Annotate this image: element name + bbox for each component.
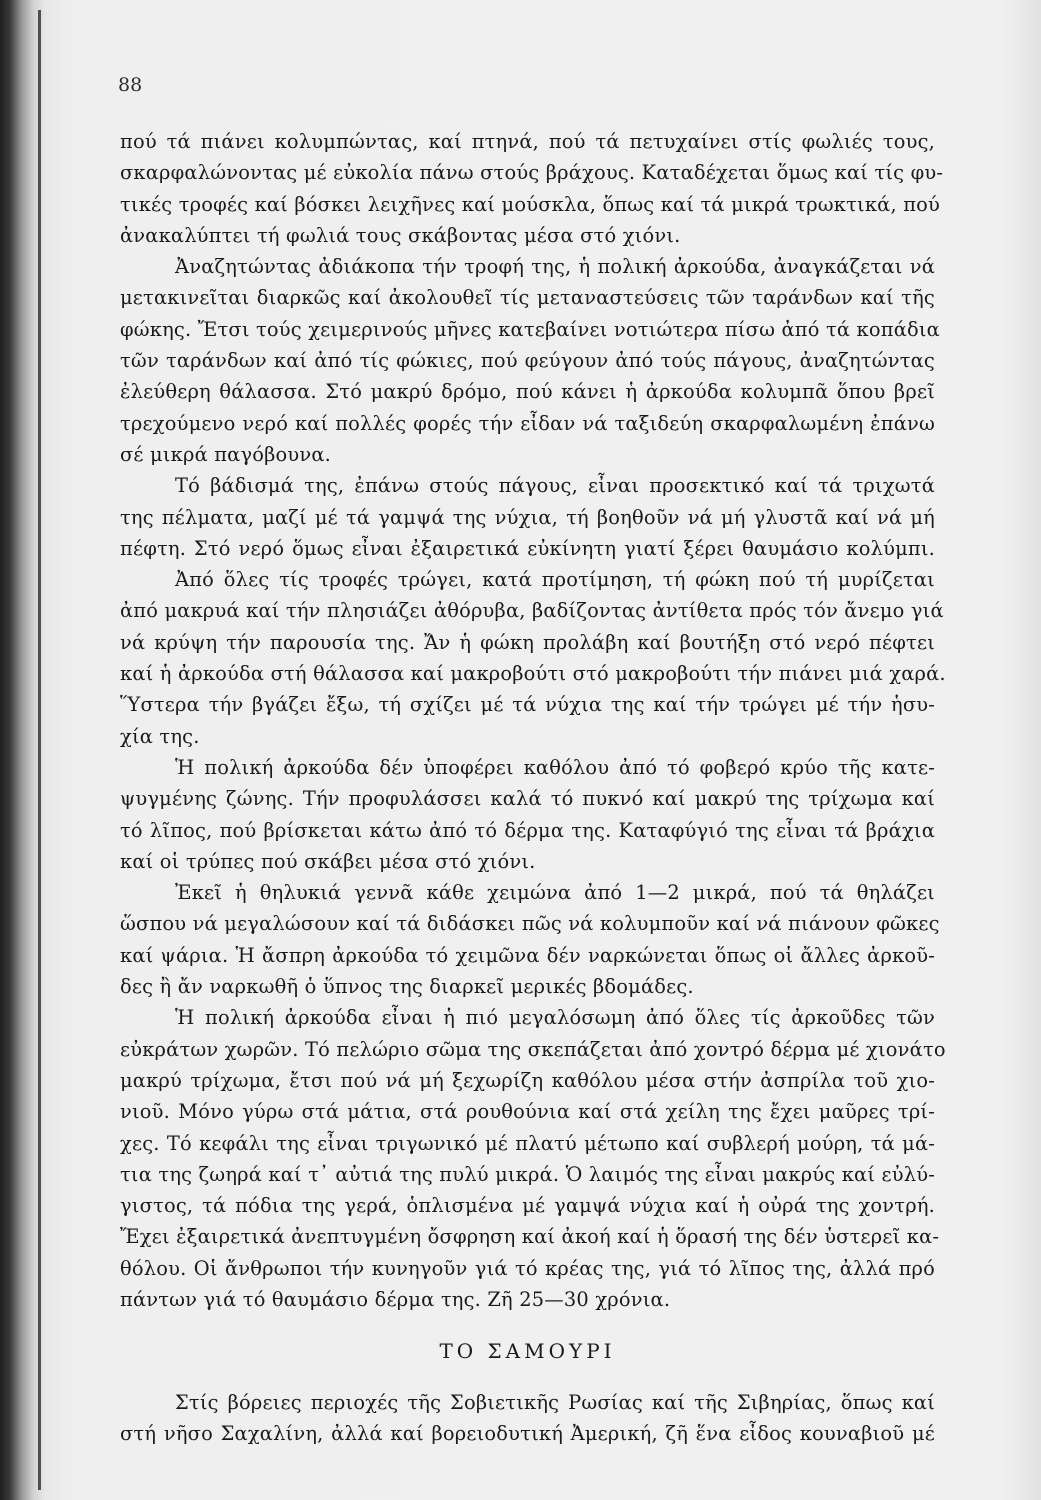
text-line: μετακινεῖται διαρκῶς καί ἀκολουθεῖ τίς μεταναστεύσεις τῶν ταράνδων καί τῆς — [120, 286, 935, 310]
text-line: χες. Τό κεφάλι της εἶναι τριγωνικό μέ πλατύ μέτωπο καί συβλερή μούρη, τά μά- — [120, 1131, 935, 1155]
text-line: σκαρφαλώνοντας μέ εὐκολία πάνω στούς βράχους. Καταδέχεται ὅμως καί τίς φυ- — [120, 161, 944, 185]
text-line: Τό βάδισμά της, ἐπάνω στούς πάγους, εἶναι προσεκτικό καί τά τριχωτά — [175, 474, 935, 498]
section-title: ΤΟ ΣΑΜΟΥΡΙ — [439, 1339, 616, 1364]
text-line: Ἔχει ἐξαιρετικά ἀνεπτυγμένη ὄσφρηση καί ἀκοή καί ἡ ὅρασή της δέν ὑστερεῖ κα- — [120, 1225, 940, 1249]
text-line: νιοῦ. Μόνο γύρω στά μάτια, στά ρουθούνια καί στά χείλη της ἔχει μαῦρες τρί- — [120, 1100, 935, 1124]
text-line: καί ψάρια. Ἡ ἄσπρη ἀρκούδα τό χειμῶνα δέν ναρκώνεται ὅπως οἱ ἄλλες ἀρκοῦ- — [120, 943, 935, 967]
text-line: καί οἱ τρύπες πού σκάβει μέσα στό χιόνι. — [120, 849, 536, 873]
text-line: ψυγμένης ζώνης. Τήν προφυλάσσει καλά τό πυκνό καί μακρύ της τρίχωμα καί — [120, 787, 935, 811]
text-line: τό λῖπος, πού βρίσκεται κάτω ἀπό τό δέρμα της. Καταφύγιό της εἶναι τά βράχια — [120, 818, 935, 842]
text-line: μακρύ τρίχωμα, ἔτσι πού νά μή ξεχωρίζη καθόλου μέσα στήν ἀσπρίλα τοῦ χιο- — [120, 1068, 935, 1092]
text-line: εὐκράτων χωρῶν. Τό πελώριο σῶμα της σκεπάζεται ἀπό χοντρό δέρμα μέ χιονάτο — [120, 1037, 946, 1061]
page-number: 88 — [118, 74, 143, 96]
text-line: στή νῆσο Σαχαλίνη, ἀλλά καί βορειοδυτική Ἀμερική, ζῆ ἕνα εἶδος κουναβιοῦ μέ — [120, 1421, 935, 1445]
text-line: πάντων γιά τό θαυμάσιο δέρμα της. Ζῆ 25—30 χρόνια. — [120, 1287, 671, 1311]
text-line: ἀπό μακρυά καί τήν πλησιάζει ἀθόρυβα, βαδίζοντας ἀντίθετα πρός τόν ἄνεμο γιά — [120, 599, 944, 623]
text-line: τια της ζωηρά καί τ᾿ αὐτιά της πυλύ μικρά. Ὁ λαιμός της εἶναι μακρύς καί εὐλύ- — [120, 1162, 935, 1186]
text-line: πού τά πιάνει κολυμπώντας, καί πτηνά, πού τά πετυχαίνει στίς φωλιές τους, — [120, 130, 935, 153]
text-line: ὥσπου νά μεγαλώσουν καί τά διδάσκει πῶς νά κολυμποῦν καί νά πιάνουν φῶκες — [120, 912, 940, 936]
page-shadow — [1001, 0, 1041, 1500]
text-line: σέ μικρά παγόβουνα. — [120, 442, 332, 466]
text-line: φώκης. Ἔτσι τούς χειμερινούς μῆνες κατεβαίνει νοτιώτερα πίσω ἀπό τά κοπάδια — [120, 317, 940, 341]
text-line: ἀνακαλύπτει τή φωλιά τους σκάβοντας μέσα στό χιόνι. — [120, 223, 681, 247]
text-line: νά κρύψη τήν παρουσία της. Ἄν ἡ φώκη προλάβη καί βουτήξη στό νερό πέφτει — [120, 630, 935, 654]
body-text — [120, 126, 946, 1449]
text-line: τρεχούμενο νερό καί πολλές φορές τήν εἶδαν νά ταξιδεύη σκαρφαλωμένη ἐπάνω — [120, 411, 935, 435]
text-line: πέφτη. Στό νερό ὅμως εἶναι ἐξαιρετικά εὐκίνητη γιατί ξέρει θαυμάσιο κολύμπι. — [120, 536, 935, 560]
text-line: τικές τροφές καί βόσκει λειχῆνες καί μούσκλα, ὅπως καί τά μικρά τρωκτικά, πού — [120, 192, 941, 216]
text-line: χία της. — [120, 724, 200, 748]
text-line: Ἀναζητώντας ἀδιάκοπα τήν τροφή της, ἡ πολική ἀρκούδα, ἀναγκάζεται νά — [175, 255, 935, 279]
text-line: Ἡ πολική ἀρκούδα εἶναι ἡ πιό μεγαλόσωμη ἀπό ὅλες τίς ἀρκοῦδες τῶν — [175, 1006, 935, 1030]
text-line: δες ἢ ἄν ναρκωθῆ ὁ ὕπνος της διαρκεῖ μερικές βδομάδες. — [120, 975, 694, 999]
text-line: ἐλεύθερη θάλασσα. Στό μακρύ δρόμο, πού κάνει ἡ ἀρκούδα κολυμπᾶ ὅπου βρεῖ — [120, 380, 935, 404]
text-line: γιστος, τά πόδια της γερά, ὁπλισμένα μέ γαμψά νύχια καί ἡ οὐρά της χοντρή. — [120, 1194, 935, 1218]
binding-edge — [38, 10, 41, 1490]
text-line: Ἀπό ὅλες τίς τροφές τρώγει, κατά προτίμηση, τή φώκη πού τή μυρίζεται — [175, 568, 935, 592]
text-line: Στίς βόρειες περιοχές τῆς Σοβιετικῆς Ρωσίας καί τῆς Σιβηρίας, ὅπως καί — [175, 1390, 935, 1414]
text-line: καί ἡ ἀρκούδα στή θάλασσα καί μακροβούτι στό μακροβούτι τήν πιάνει μιά χαρά. — [120, 662, 946, 686]
text-line: Ὕστερα τήν βγάζει ἔξω, τή σχίζει μέ τά νύχια της καί τήν τρώγει μέ τήν ἡσυ- — [120, 693, 935, 717]
text-line: της πέλματα, μαζί μέ τά γαμψά της νύχια, τή βοηθοῦν νά μή γλυστᾶ καί νά μή — [120, 505, 935, 529]
text-line: τῶν ταράνδων καί ἀπό τίς φώκιες, πού φεύγουν ἀπό τούς πάγους, ἀναζητώντας — [120, 349, 935, 373]
text-line: θόλου. Οἱ ἄνθρωποι τήν κυνηγοῦν γιά τό κρέας της, γιά τό λῖπος της, ἀλλά πρό — [120, 1256, 935, 1280]
text-line: Ἐκεῖ ἡ θηλυκιά γεννᾶ κάθε χειμώνα ἀπό 1—2 μικρά, πού τά θηλάζει — [175, 881, 935, 905]
text-line: Ἡ πολική ἀρκούδα δέν ὑποφέρει καθόλου ἀπό τό φοβερό κρύο τῆς κατε- — [175, 755, 935, 779]
